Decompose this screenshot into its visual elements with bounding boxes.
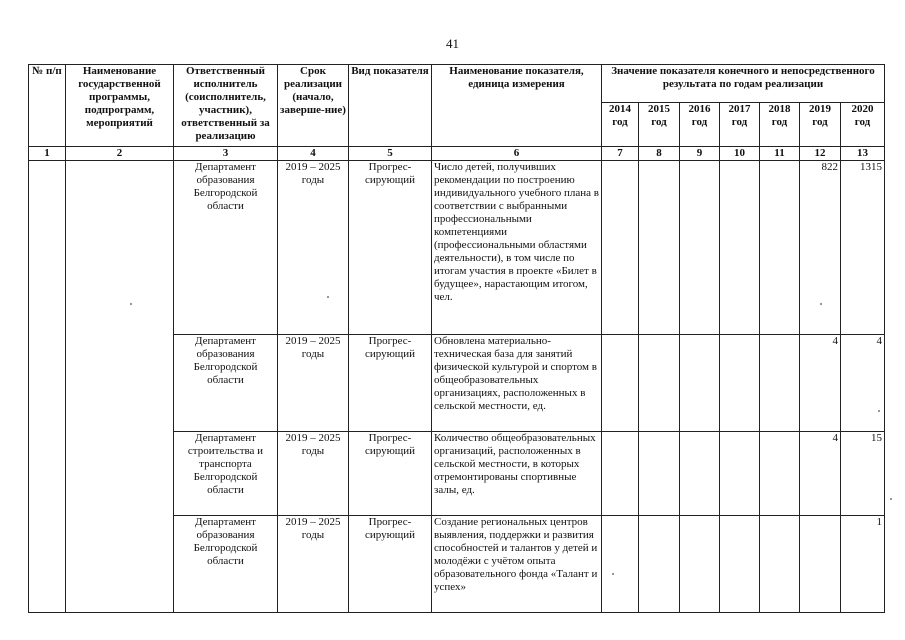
header-year-2019: 2019 год [800,103,841,147]
value-2016-cell [680,432,720,516]
term-cell: 2019 – 2025 годы [278,516,349,613]
scan-speck [878,410,880,412]
executor-cell: Департамент образования Белгородской области [174,516,278,613]
value-2015-cell [639,516,680,613]
value-2018-cell [760,335,800,432]
header-values-group: Значение показателя конечного и непосредственного результата по годам реализации [602,65,885,103]
term-cell: 2019 – 2025 годы [278,335,349,432]
indicator-name-cell: Число детей, получивших рекомендации по построению индивидуального учебного плана в соответствии с выбранными профессиональными компетенциями (профессиональными областями деятельности), в том числе по итогам участия в проекте «Билет в будущее», нарастающим итогом, чел. [432,161,602,335]
column-number: 3 [174,147,278,161]
column-number: 4 [278,147,349,161]
indicator-name-cell: Создание региональных центров выявления, поддержки и развития способностей и талантов у детей и молодёжи с учётом опыта образовательного фонда «Талант и успех» [432,516,602,613]
executor-cell: Департамент образования Белгородской области [174,161,278,335]
indicator-type-cell: Прогрес-сирующий [349,516,432,613]
term-cell: 2019 – 2025 годы [278,161,349,335]
header-year-2016: 2016 год [680,103,720,147]
column-number: 10 [720,147,760,161]
value-2019-cell: 4 [800,335,841,432]
header-number: № п/п [29,65,66,147]
scan-speck [820,303,822,305]
value-2017-cell [720,335,760,432]
header-executor: Ответственный исполнитель (соисполнитель, участник), ответственный за реализацию [174,65,278,147]
header-year-2020: 2020 год [841,103,885,147]
column-number: 9 [680,147,720,161]
header-year-2018: 2018 год [760,103,800,147]
header-year-2017: 2017 год [720,103,760,147]
column-number: 7 [602,147,639,161]
column-number: 12 [800,147,841,161]
value-2016-cell [680,516,720,613]
value-2014-cell [602,335,639,432]
indicator-type-cell: Прогрес-сирующий [349,432,432,516]
value-2016-cell [680,335,720,432]
indicator-type-cell: Прогрес-сирующий [349,161,432,335]
value-2016-cell [680,161,720,335]
scan-speck [327,296,329,298]
value-2019-cell: 4 [800,432,841,516]
header-indicator-name: Наименование показателя, единица измерения [432,65,602,147]
executor-cell: Департамент строительства и транспорта Белгородской области [174,432,278,516]
indicator-name-cell: Количество общеобразовательных организаций, расположенных в сельской местности, в которых отремонтированы спортивные залы, ед. [432,432,602,516]
program-name-cell [66,161,174,613]
value-2017-cell [720,161,760,335]
column-number: 11 [760,147,800,161]
header-year-2014: 2014 год [602,103,639,147]
value-2017-cell [720,432,760,516]
value-2017-cell [720,516,760,613]
value-2019-cell [800,516,841,613]
value-2015-cell [639,432,680,516]
value-2015-cell [639,335,680,432]
executor-cell: Департамент образования Белгородской области [174,335,278,432]
indicators-table [28,64,885,613]
column-number: 1 [29,147,66,161]
scan-speck [890,498,892,500]
table-row [29,161,885,335]
value-2014-cell [602,516,639,613]
column-number: 13 [841,147,885,161]
value-2020-cell: 1315 [841,161,885,335]
value-2015-cell [639,161,680,335]
scan-speck [612,573,614,575]
value-2018-cell [760,161,800,335]
value-2020-cell: 4 [841,335,885,432]
scan-speck [130,303,132,305]
value-2014-cell [602,432,639,516]
value-2018-cell [760,516,800,613]
indicator-type-cell: Прогрес-сирующий [349,335,432,432]
value-2020-cell: 1 [841,516,885,613]
column-number: 6 [432,147,602,161]
header-program-name: Наименование государственной программы, подпрограмм, мероприятий [66,65,174,147]
value-2014-cell [602,161,639,335]
term-cell: 2019 – 2025 годы [278,432,349,516]
value-2018-cell [760,432,800,516]
column-number: 5 [349,147,432,161]
column-number: 2 [66,147,174,161]
value-2019-cell: 822 [800,161,841,335]
header-term: Срок реализации (начало, заверше-ние) [278,65,349,147]
indicator-name-cell: Обновлена материально-техническая база для занятий физической культурой и спортом в общеобразовательных организациях, расположенных в сельской местности, ед. [432,335,602,432]
header-indicator-type: Вид показателя [349,65,432,147]
column-numbers-row [29,147,885,161]
value-2020-cell: 15 [841,432,885,516]
header-year-2015: 2015 год [639,103,680,147]
number-cell [29,161,66,613]
page-number: 41 [446,36,459,51]
column-number: 8 [639,147,680,161]
